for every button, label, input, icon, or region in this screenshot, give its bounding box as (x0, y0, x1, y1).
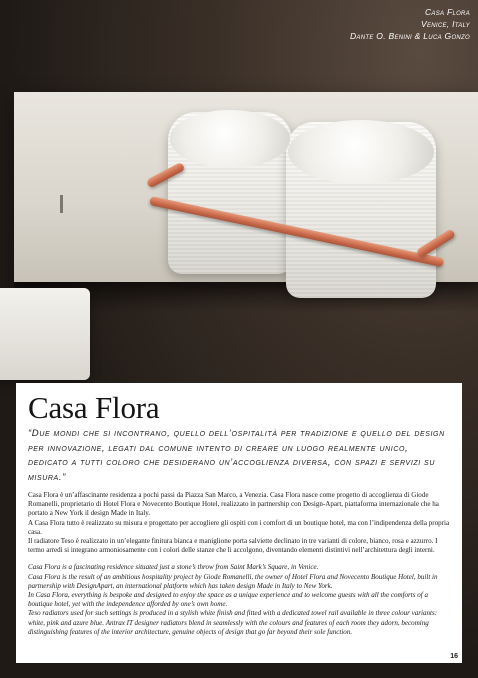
credit-location: Venice, Italy (420, 19, 470, 29)
towel-roll-top-right (288, 120, 434, 184)
credit-project-name: Casa Flora (424, 7, 470, 17)
radiator-valve (60, 195, 63, 213)
paragraph-spacer (28, 555, 450, 563)
washbasin (0, 288, 90, 380)
italian-paragraph: A Casa Flora tutto è realizzato su misura e progettato per accogliere gli ospiti con i comfort di un boutique hotel, ma con l’indipendenza della propria casa. (28, 518, 450, 536)
towel-roll-top-left (170, 110, 290, 168)
article-text-box (16, 383, 462, 663)
pull-quote: “Due mondi che si incontrano, quello dell’ospitalità per tradizione e quello del design per innovazione, legati dal comune intento di creare un luogo realmente unico, dedicato a tutti coloro che desiderano un’accoglienza diversa, con spazi e servizi su misura.” (28, 428, 445, 483)
english-paragraph: Casa Flora is the result of an ambitious hospitality project by Giode Romanelli, the owner of Hotel Flora and Novecento Boutique Hotel, built in partnership with DesignApart, an international platform which has taken design Made in Italy to New York. (28, 572, 438, 590)
italian-paragraph: Casa Flora è un’affascinante residenza a pochi passi da Piazza San Marco, a Venezia. Casa Flora nasce come progetto di accoglienza di Giode Romanelli, proprietario di Hotel Flora e Novecento Boutique Hotel, realizzato in partnership con Design-Apart, piattaforma internazionale che ha portato a New York il design Made in Italy. (28, 491, 439, 518)
article-body (28, 491, 450, 637)
page-number: 16 (450, 653, 458, 660)
credit-designers: Dante O. Benini & Luca Gonzo (349, 31, 470, 41)
english-paragraph: Casa Flora is a fascinating residence situated just a stone’s throw from Saint Mark’s Square, in Venice. (28, 563, 319, 572)
project-credit (350, 6, 470, 42)
english-paragraph: Teso radiators used for such settings is produced in a stylish white finish and fitted with a dedicated towel rail available in three colour variants: white, pink and azure blue. Antrax IT designer radiators blend in seamlessly with the colours and features of each room they adorn, becoming distinguishing features of the interior architecture, genuine objects of design that go far beyond their sole function. (28, 609, 438, 636)
english-paragraph: In Casa Flora, everything is bespoke and designed to enjoy the space as a unique experience and to welcome guests with all the comforts of a boutique hotel, yet with the independence afforded by one’s own home. (28, 591, 429, 609)
italian-paragraph: Il radiatore Teso è realizzato in un’elegante finitura bianca e maniglione porta salviette declinato in tre varianti di colore, bianco, rosa e azzurro. I termo arredi si integrano armoniosamente con i colori delle stanze che li accolgono, diventando elementi distintivi nell’architettura degli interni. (28, 537, 438, 555)
article-title: Casa Flora (28, 390, 160, 425)
